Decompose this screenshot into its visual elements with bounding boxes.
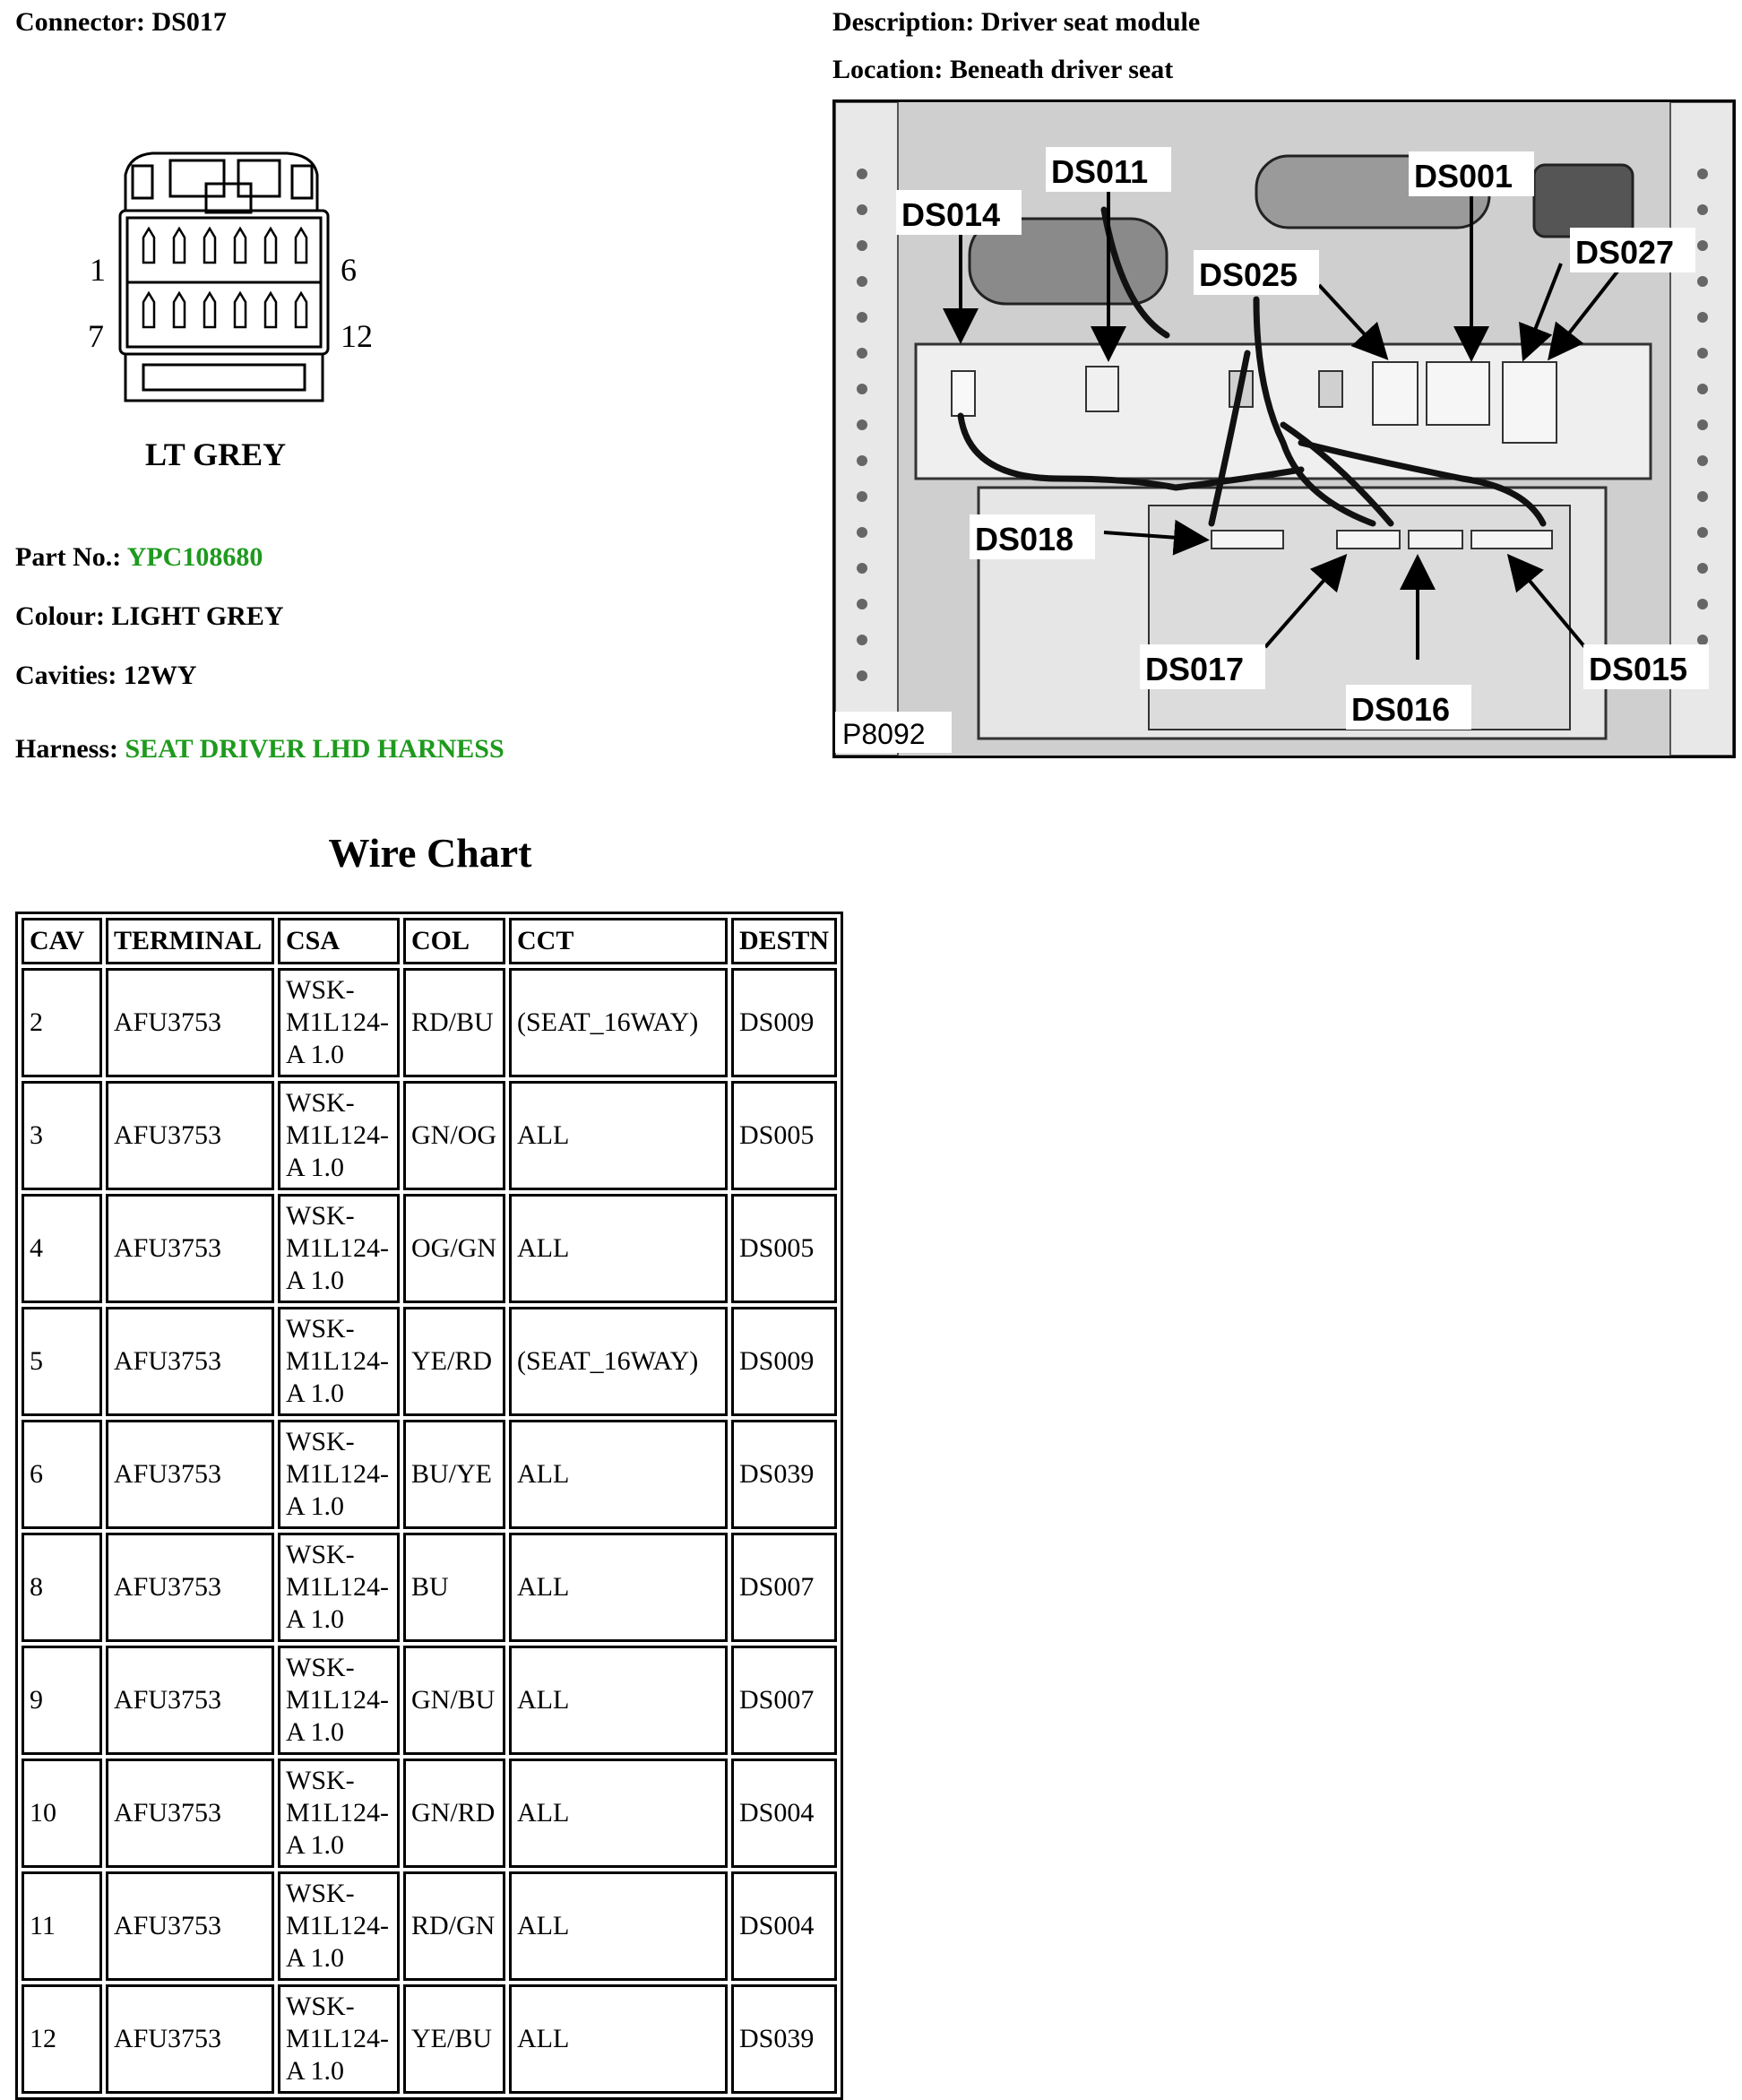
description-value: Driver seat module <box>980 7 1201 37</box>
cell-destn: DS004 <box>731 1871 837 1981</box>
table-row <box>22 1420 837 1529</box>
pin-label-6: 6 <box>341 252 357 288</box>
callout-ds014: DS014 <box>901 196 1001 233</box>
table-row <box>22 1646 837 1755</box>
header-cav: CAV <box>22 918 102 964</box>
cell-cct: ALL <box>509 1533 728 1642</box>
callout-ds001: DS001 <box>1414 158 1513 194</box>
cell-csa <box>278 968 400 1077</box>
harness-line <box>15 734 504 765</box>
cell-col: GN/RD <box>403 1759 505 1868</box>
connector-label: Connector: <box>15 7 145 37</box>
cell-cct: (SEAT_16WAY) <box>509 968 728 1077</box>
cavities-label: Cavities: <box>15 661 117 690</box>
cell-cct: (SEAT_16WAY) <box>509 1307 728 1416</box>
cell-csa <box>278 1194 400 1303</box>
csa-line: WSK- <box>286 1201 355 1231</box>
csa-line: A 1.0 <box>286 1717 345 1747</box>
csa-line: A 1.0 <box>286 2056 345 2086</box>
cell-cav: 5 <box>22 1307 102 1416</box>
cell-destn: DS009 <box>731 968 837 1077</box>
csa-line: WSK- <box>286 1992 355 2021</box>
cell-cct: ALL <box>509 1081 728 1190</box>
csa-line: WSK- <box>286 1427 355 1456</box>
csa-line: A 1.0 <box>286 1378 345 1408</box>
csa-line: WSK- <box>286 1766 355 1795</box>
table-row <box>22 1759 837 1868</box>
header-csa: CSA <box>278 918 400 964</box>
csa-line: M1L124- <box>286 1007 389 1037</box>
csa-line: M1L124- <box>286 1233 389 1263</box>
wire-chart-body <box>22 968 837 2094</box>
colour-value: LIGHT GREY <box>111 601 284 631</box>
csa-line: WSK- <box>286 1653 355 1682</box>
location-line <box>832 55 1173 85</box>
csa-line: M1L124- <box>286 1459 389 1489</box>
cell-destn: DS039 <box>731 1984 837 2094</box>
csa-line: M1L124- <box>286 1798 389 1828</box>
csa-line: M1L124- <box>286 1120 389 1150</box>
cell-cav: 10 <box>22 1759 102 1868</box>
cell-terminal: AFU3753 <box>106 1420 274 1529</box>
wire-chart-title: Wire Chart <box>328 830 532 876</box>
cell-terminal: AFU3753 <box>106 968 274 1077</box>
cell-cav: 3 <box>22 1081 102 1190</box>
cell-terminal: AFU3753 <box>106 1307 274 1416</box>
callout-ds025: DS025 <box>1199 256 1298 293</box>
cell-cct: ALL <box>509 1871 728 1981</box>
cell-csa <box>278 1759 400 1868</box>
csa-line: M1L124- <box>286 2024 389 2053</box>
cell-terminal: AFU3753 <box>106 1871 274 1981</box>
cell-cav: 2 <box>22 968 102 1077</box>
csa-line: WSK- <box>286 1540 355 1569</box>
table-row <box>22 1081 837 1190</box>
header-terminal: TERMINAL <box>106 918 274 964</box>
callout-ds016: DS016 <box>1351 691 1451 728</box>
callout-ds011: DS011 <box>1051 153 1149 190</box>
cell-destn: DS039 <box>731 1420 837 1529</box>
cell-col: RD/BU <box>403 968 505 1077</box>
table-row <box>22 1307 837 1416</box>
cell-cct: ALL <box>509 1646 728 1755</box>
cell-cav: 11 <box>22 1871 102 1981</box>
csa-line: M1L124- <box>286 1911 389 1940</box>
part-no-link[interactable]: YPC108680 <box>126 542 263 572</box>
cell-terminal: AFU3753 <box>106 1081 274 1190</box>
cell-csa <box>278 1646 400 1755</box>
cell-cct: ALL <box>509 1984 728 2094</box>
harness-label: Harness: <box>15 734 118 764</box>
table-row <box>22 1871 837 1981</box>
callout-ds017: DS017 <box>1145 651 1245 687</box>
table-row <box>22 968 837 1077</box>
header-cct: CCT <box>509 918 728 964</box>
cell-destn: DS007 <box>731 1646 837 1755</box>
table-row <box>22 1984 837 2094</box>
cell-cav: 6 <box>22 1420 102 1529</box>
connector-face-drawing <box>81 139 403 480</box>
cell-terminal: AFU3753 <box>106 1984 274 2094</box>
csa-line: A 1.0 <box>286 1604 345 1634</box>
csa-line: WSK- <box>286 975 355 1005</box>
connector-location-photo <box>832 99 1736 758</box>
location-label: Location: <box>832 55 944 84</box>
colour-line <box>15 601 284 632</box>
cell-col: RD/GN <box>403 1871 505 1981</box>
header-destn: DESTN <box>731 918 837 964</box>
cell-destn: DS007 <box>731 1533 837 1642</box>
csa-line: M1L124- <box>286 1346 389 1376</box>
csa-line: WSK- <box>286 1088 355 1118</box>
csa-line: A 1.0 <box>286 1830 345 1860</box>
table-row <box>22 1533 837 1642</box>
csa-line: M1L124- <box>286 1572 389 1602</box>
cell-terminal: AFU3753 <box>106 1759 274 1868</box>
pin-label-1: 1 <box>90 252 106 288</box>
csa-line: A 1.0 <box>286 1943 345 1973</box>
cell-destn: DS009 <box>731 1307 837 1416</box>
csa-line: WSK- <box>286 1879 355 1908</box>
part-no-line <box>15 542 263 573</box>
cell-destn: DS005 <box>731 1081 837 1190</box>
description-line <box>832 7 1200 38</box>
cell-cav: 8 <box>22 1533 102 1642</box>
colour-label: Colour: <box>15 601 105 631</box>
location-value: Beneath driver seat <box>949 55 1174 84</box>
description-label: Description: <box>832 7 975 37</box>
cell-col: OG/GN <box>403 1194 505 1303</box>
part-no-label: Part No.: <box>15 542 122 572</box>
table-header-row <box>22 918 837 964</box>
colour-caption: LT GREY <box>145 436 287 472</box>
cell-csa <box>278 1533 400 1642</box>
cell-cav: 12 <box>22 1984 102 2094</box>
cell-col: GN/OG <box>403 1081 505 1190</box>
connector-value: DS017 <box>151 7 227 37</box>
callout-ds027: DS027 <box>1575 234 1675 271</box>
csa-line: A 1.0 <box>286 1491 345 1521</box>
csa-line: A 1.0 <box>286 1153 345 1182</box>
csa-line: A 1.0 <box>286 1266 345 1295</box>
pin-label-7: 7 <box>88 318 104 354</box>
header-col: COL <box>403 918 505 964</box>
cell-col: BU/YE <box>403 1420 505 1529</box>
figure-id: P8092 <box>842 718 926 750</box>
cavities-line <box>15 661 196 691</box>
cell-cct: ALL <box>509 1420 728 1529</box>
cell-col: YE/RD <box>403 1307 505 1416</box>
cell-cav: 4 <box>22 1194 102 1303</box>
cell-csa <box>278 1081 400 1190</box>
wire-chart-table <box>15 912 843 2100</box>
cell-col: YE/BU <box>403 1984 505 2094</box>
cavities-value: 12WY <box>123 661 197 690</box>
cell-terminal: AFU3753 <box>106 1533 274 1642</box>
cell-csa <box>278 1420 400 1529</box>
cell-cct: ALL <box>509 1759 728 1868</box>
connector-line <box>15 7 227 38</box>
cell-col: GN/BU <box>403 1646 505 1755</box>
cell-destn: DS004 <box>731 1759 837 1868</box>
cell-terminal: AFU3753 <box>106 1194 274 1303</box>
harness-link[interactable]: SEAT DRIVER LHD HARNESS <box>125 734 504 764</box>
cell-cav: 9 <box>22 1646 102 1755</box>
cell-cct: ALL <box>509 1194 728 1303</box>
csa-line: WSK- <box>286 1314 355 1344</box>
csa-line: M1L124- <box>286 1685 389 1715</box>
cell-csa <box>278 1871 400 1981</box>
cell-col: BU <box>403 1533 505 1642</box>
table-row <box>22 1194 837 1303</box>
cell-destn: DS005 <box>731 1194 837 1303</box>
cell-csa <box>278 1984 400 2094</box>
csa-line: A 1.0 <box>286 1040 345 1069</box>
pin-label-12: 12 <box>341 318 373 354</box>
cell-terminal: AFU3753 <box>106 1646 274 1755</box>
callout-ds015: DS015 <box>1589 651 1688 687</box>
cell-csa <box>278 1307 400 1416</box>
callout-ds018: DS018 <box>975 521 1074 557</box>
